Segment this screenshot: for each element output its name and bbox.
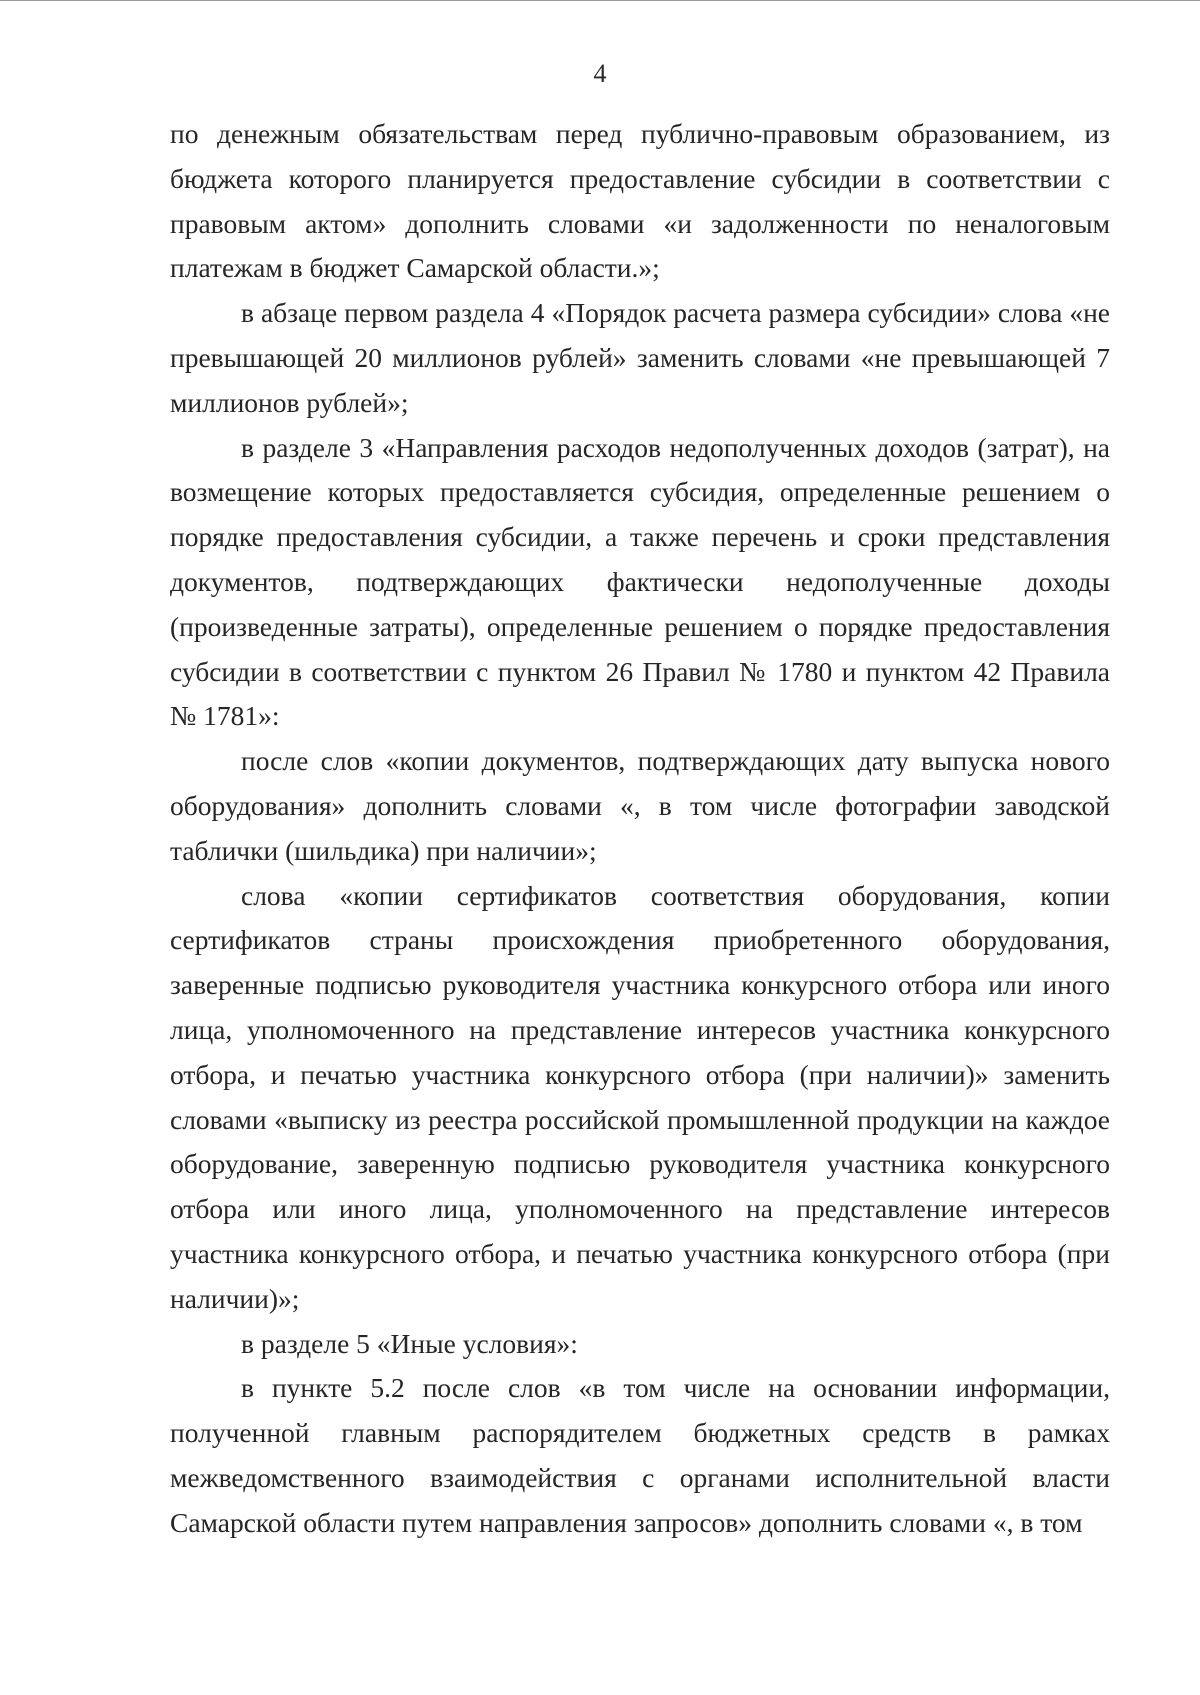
paragraph: слова «копии сертификатов соответствия оборудования, копии сертификатов страны происхождения приобретенного оборудования, заверенные подписью руководителя участника конкурсного отбора или иного лица, уполномоченного на представление интересов участника конкурсного отбора, и печатью участника конкурсного отбора (при наличии)» заменить словами «выписку из реестра российской промышленной продукции на каждое оборудование, заверенную подписью руководителя участника конкурсного отбора или иного лица, уполномоченного на представление интересов участника конкурсного отбора, и печатью участника конкурсного отбора (при наличии)»;: [170, 879, 1110, 1314]
paragraph: в разделе 5 «Иные условия»:: [241, 1327, 578, 1359]
paragraph: после слов «копии документов, подтверждающих дату выпуска нового оборудования» дополнить словами «, в том числе фотографии заводской таблички (шильдика) при наличии»;: [170, 745, 1110, 866]
paragraph: в абзаце первом раздела 4 «Порядок расчета размера субсидии» слова «не превышающей 20 миллионов рублей» заменить словами «не превышающей 7 миллионов рублей»;: [170, 297, 1110, 418]
paragraph-continued: по денежным обязательствам перед публично-правовым образованием, из бюджета которого планируется предоставление субсидии в соответствии с правовым актом» дополнить словами «и задолженности по неналоговым платежам в бюджет Самарской области.»;: [170, 118, 1110, 284]
paragraph: в разделе 3 «Направления расходов недополученных доходов (затрат), на возмещение которых предоставляется субсидия, определенные решением о порядке предоставления субсидии, а также перечень и сроки представления документов, подтверждающих фактически недополученные доходы (произведенные затраты), определенные решением о порядке предоставления субсидии в соответствии с пунктом 26 Правил № 1780 и пунктом 42 Правила № 1781»:: [170, 431, 1110, 732]
page-number: 4: [593, 59, 607, 88]
document-body: [170, 112, 1110, 1546]
paragraph: в пункте 5.2 после слов «в том числе на основании информации, полученной главным распорядителем бюджетных средств в рамках межведомственного взаимодействия с органами исполнительной власти Самарской области путем направления запросов» дополнить словами «, в том: [170, 1372, 1110, 1538]
